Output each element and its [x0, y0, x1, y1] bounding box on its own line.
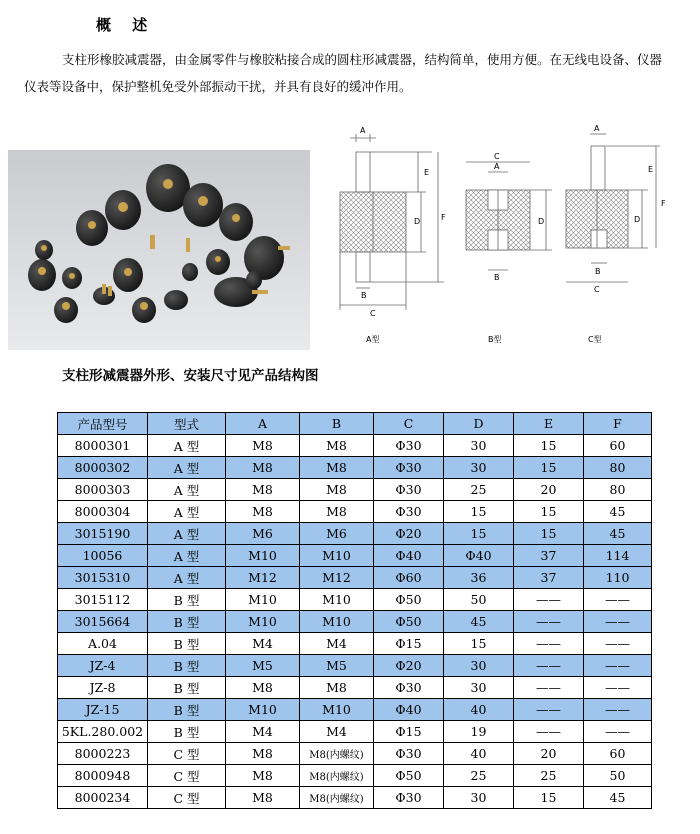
table-cell: 15 [444, 633, 514, 655]
table-cell: 45 [584, 523, 652, 545]
table-cell: C 型 [148, 743, 226, 765]
table-cell: 20 [514, 479, 584, 501]
product-photo [8, 150, 310, 350]
table-cell: M8 [226, 677, 300, 699]
table-cell: M8(内螺纹) [300, 787, 374, 809]
table-cell: 30 [444, 677, 514, 699]
table-cell: 8000303 [58, 479, 148, 501]
table-cell: Φ30 [374, 501, 444, 523]
table-cell: —— [584, 655, 652, 677]
table-cell: 8000223 [58, 743, 148, 765]
table-cell: B 型 [148, 611, 226, 633]
table-cell: Φ15 [374, 721, 444, 743]
table-cell: A 型 [148, 435, 226, 457]
table-cell: A 型 [148, 457, 226, 479]
table-cell: M8 [226, 501, 300, 523]
table-cell: 3015310 [58, 567, 148, 589]
table-cell: 37 [514, 545, 584, 567]
structure-diagram [326, 120, 696, 350]
table-cell: 30 [444, 655, 514, 677]
table-cell: —— [514, 589, 584, 611]
table-cell: 36 [444, 567, 514, 589]
table-header-cell: E [514, 413, 584, 435]
table-cell: JZ-15 [58, 699, 148, 721]
table-cell: 60 [584, 743, 652, 765]
table-cell: —— [514, 699, 584, 721]
table-cell: M8 [226, 457, 300, 479]
table-cell: M8 [226, 435, 300, 457]
table-row [58, 633, 652, 655]
table-header-cell: D [444, 413, 514, 435]
table-row [58, 655, 652, 677]
table-cell: Φ60 [374, 567, 444, 589]
table-cell: 40 [444, 743, 514, 765]
table-header-cell: F [584, 413, 652, 435]
table-row [58, 435, 652, 457]
table-cell: M8 [226, 743, 300, 765]
table-cell: JZ-4 [58, 655, 148, 677]
table-header-cell: B [300, 413, 374, 435]
diagram-caption-b: B型 [488, 335, 502, 344]
table-row [58, 743, 652, 765]
table-cell: M4 [226, 721, 300, 743]
diagram-label-b: B [361, 291, 367, 300]
table-cell: A 型 [148, 479, 226, 501]
table-cell: C 型 [148, 765, 226, 787]
diagram-label-c-b: B [595, 267, 601, 276]
table-cell: 80 [584, 479, 652, 501]
table-cell: —— [584, 611, 652, 633]
diagram-label-b-c: C [494, 152, 500, 161]
table-cell: M6 [300, 523, 374, 545]
table-cell: Φ30 [374, 677, 444, 699]
table-cell: M6 [226, 523, 300, 545]
table-cell: C 型 [148, 787, 226, 809]
table-cell: 30 [444, 457, 514, 479]
table-cell: A 型 [148, 567, 226, 589]
table-cell: M12 [300, 567, 374, 589]
table-cell: 37 [514, 567, 584, 589]
table-cell: M12 [226, 567, 300, 589]
table-cell: —— [514, 721, 584, 743]
table-cell: 15 [514, 787, 584, 809]
table-cell: M4 [226, 633, 300, 655]
table-cell: M8 [300, 501, 374, 523]
table-cell: M8 [300, 479, 374, 501]
table-cell: M8(内螺纹) [300, 765, 374, 787]
table-cell: Φ30 [374, 479, 444, 501]
table-cell: B 型 [148, 677, 226, 699]
table-cell: A 型 [148, 523, 226, 545]
table-cell: 8000304 [58, 501, 148, 523]
table-cell: 50 [584, 765, 652, 787]
diagram-label-f: F [441, 213, 446, 222]
table-cell: —— [514, 655, 584, 677]
table-cell: 15 [514, 523, 584, 545]
table-cell: B 型 [148, 589, 226, 611]
table-cell: M8 [226, 787, 300, 809]
diagram-label-b-b: B [494, 273, 500, 282]
table-row [58, 677, 652, 699]
table-cell: —— [584, 677, 652, 699]
table-cell: 19 [444, 721, 514, 743]
table-cell: B 型 [148, 721, 226, 743]
spec-table [57, 412, 652, 809]
table-cell: Φ50 [374, 765, 444, 787]
table-cell: 8000234 [58, 787, 148, 809]
table-cell: 110 [584, 567, 652, 589]
table-cell: B 型 [148, 699, 226, 721]
table-cell: 15 [444, 501, 514, 523]
diagram-label-b-d: D [538, 217, 545, 226]
table-cell: M5 [300, 655, 374, 677]
diagram-label-c-f: F [661, 199, 666, 208]
table-cell: Φ40 [374, 545, 444, 567]
table-header-cell: C [374, 413, 444, 435]
table-cell: M8 [300, 677, 374, 699]
table-row [58, 699, 652, 721]
table-row [58, 765, 652, 787]
table-cell: —— [514, 633, 584, 655]
diagram-label-e: E [424, 168, 430, 177]
table-cell: Φ40 [374, 699, 444, 721]
table-row [58, 721, 652, 743]
table-cell: Φ40 [444, 545, 514, 567]
table-cell: 15 [514, 457, 584, 479]
table-cell: 25 [444, 765, 514, 787]
table-cell: 45 [584, 787, 652, 809]
diagram-label-c-d: D [634, 215, 641, 224]
table-cell: 15 [514, 435, 584, 457]
table-cell: 30 [444, 787, 514, 809]
table-row [58, 523, 652, 545]
diagram-label-c-e: E [648, 165, 654, 174]
table-cell: B 型 [148, 655, 226, 677]
table-cell: 15 [514, 501, 584, 523]
table-cell: M8 [300, 435, 374, 457]
table-cell: Φ30 [374, 435, 444, 457]
table-cell: 10056 [58, 545, 148, 567]
table-cell: —— [584, 633, 652, 655]
table-cell: M4 [300, 633, 374, 655]
table-row [58, 787, 652, 809]
table-cell: 3015112 [58, 589, 148, 611]
table-cell: M4 [300, 721, 374, 743]
table-cell: A.04 [58, 633, 148, 655]
table-cell: M10 [226, 699, 300, 721]
table-cell: M10 [226, 611, 300, 633]
table-cell: M8 [226, 765, 300, 787]
table-row [58, 501, 652, 523]
table-cell: 20 [514, 743, 584, 765]
intro-paragraph: 支柱形橡胶减震器，由金属零件与橡胶粘接合成的圆柱形减震器，结构简单，使用方便。在无线电设备、仪器仪表等设备中，保护整机免受外部振动干扰，并具有良好的缓冲作用。 [24, 52, 663, 94]
table-cell: Φ30 [374, 787, 444, 809]
table-cell: 5KL.280.002 [58, 721, 148, 743]
table-cell: M10 [300, 545, 374, 567]
diagram-label-c-c: C [594, 285, 600, 294]
table-header-cell: 型式 [148, 413, 226, 435]
table-cell: 30 [444, 435, 514, 457]
table-cell: M10 [300, 699, 374, 721]
diagram-label-c-a: A [594, 124, 600, 133]
table-cell: 45 [444, 611, 514, 633]
table-cell: 25 [514, 765, 584, 787]
table-row [58, 567, 652, 589]
table-cell: M8 [226, 479, 300, 501]
page-heading: 概 述 [96, 16, 156, 34]
table-cell: M10 [226, 545, 300, 567]
table-row [58, 611, 652, 633]
section-title: 支柱形减震器外形、安装尺寸见产品结构图 [62, 368, 319, 384]
table-cell: A 型 [148, 545, 226, 567]
diagram-label-d: D [414, 217, 421, 226]
table-row [58, 479, 652, 501]
table-cell: B 型 [148, 633, 226, 655]
table-cell: 8000948 [58, 765, 148, 787]
table-cell: M8 [300, 457, 374, 479]
table-cell: 8000302 [58, 457, 148, 479]
diagram-caption-c: C型 [588, 335, 602, 344]
table-cell: 8000301 [58, 435, 148, 457]
table-cell: 114 [584, 545, 652, 567]
table-cell: Φ30 [374, 457, 444, 479]
table-cell: 25 [444, 479, 514, 501]
table-cell: JZ-8 [58, 677, 148, 699]
table-cell: —— [584, 721, 652, 743]
table-cell: M5 [226, 655, 300, 677]
table-cell: M10 [226, 589, 300, 611]
table-header-cell: A [226, 413, 300, 435]
diagram-caption-a: A型 [366, 335, 380, 344]
table-cell: 60 [584, 435, 652, 457]
table-cell: 50 [444, 589, 514, 611]
table-row [58, 545, 652, 567]
table-cell: 80 [584, 457, 652, 479]
table-header-row [58, 413, 652, 435]
table-cell: A 型 [148, 501, 226, 523]
table-cell: 40 [444, 699, 514, 721]
diagram-label-b-a: A [494, 162, 500, 171]
table-body [58, 435, 652, 809]
table-cell: —— [514, 677, 584, 699]
table-cell: Φ15 [374, 633, 444, 655]
table-cell: Φ20 [374, 655, 444, 677]
table-header-cell: 产品型号 [58, 413, 148, 435]
table-cell: 3015664 [58, 611, 148, 633]
table-cell: M10 [300, 611, 374, 633]
table-cell: Φ50 [374, 589, 444, 611]
table-cell: —— [584, 699, 652, 721]
diagram-label-a: A [360, 126, 366, 135]
table-cell: Φ30 [374, 743, 444, 765]
table-cell: Φ20 [374, 523, 444, 545]
diagram-label-c: C [370, 309, 376, 318]
table-row [58, 457, 652, 479]
table-cell: Φ50 [374, 611, 444, 633]
table-cell: —— [514, 611, 584, 633]
table-cell: M8(内螺纹) [300, 743, 374, 765]
table-cell: 45 [584, 501, 652, 523]
table-cell: —— [584, 589, 652, 611]
table-cell: M10 [300, 589, 374, 611]
table-cell: 3015190 [58, 523, 148, 545]
table-cell: 15 [444, 523, 514, 545]
table-row [58, 589, 652, 611]
